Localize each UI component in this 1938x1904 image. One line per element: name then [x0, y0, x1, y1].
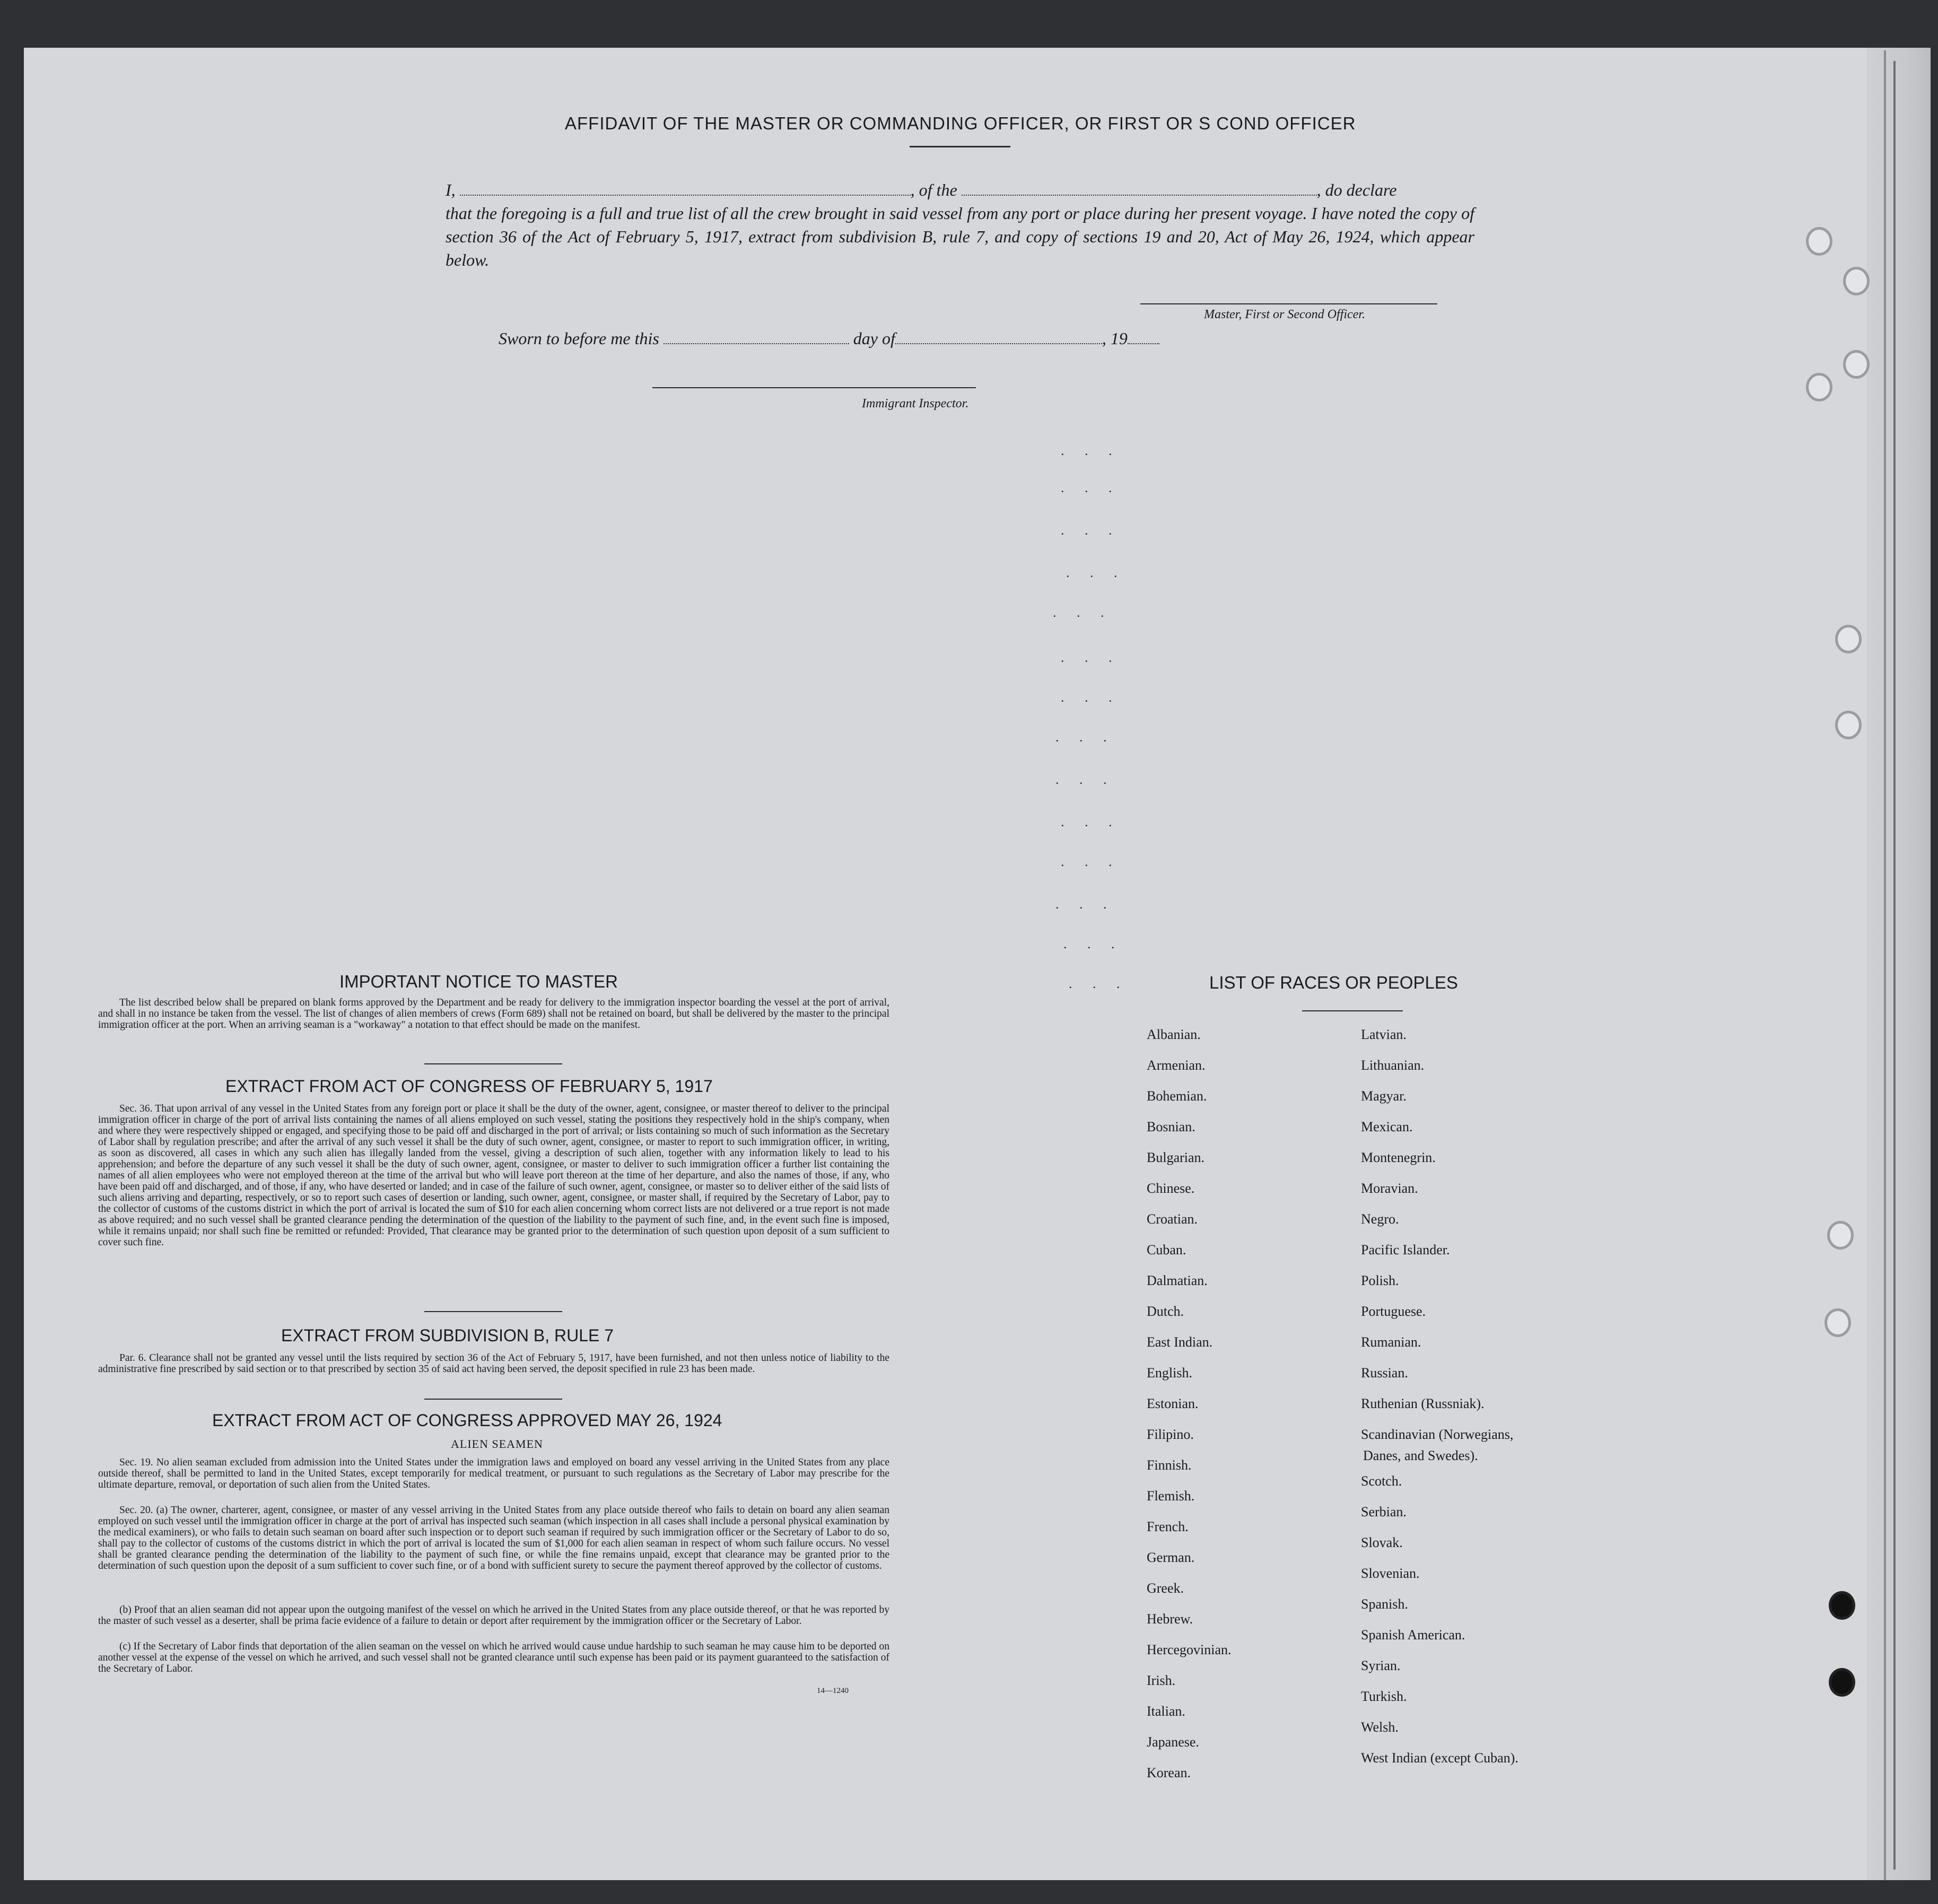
- affidavit-title: AFFIDAVIT OF THE MASTER OR COMMANDING OFFICER, OR FIRST OR S COND OFFICER: [565, 113, 1356, 133]
- race-item: Polish.: [1361, 1273, 1399, 1288]
- do-declare-label: , do declare: [1316, 180, 1397, 199]
- race-item: Hebrew.: [1147, 1611, 1193, 1627]
- race-item: Filipino.: [1147, 1427, 1194, 1442]
- sworn-day-blank: [664, 343, 849, 344]
- name-blank: [460, 195, 911, 196]
- race-item: Flemish.: [1147, 1488, 1195, 1504]
- race-item: Cuban.: [1147, 1242, 1186, 1257]
- form-number: 14—1240: [817, 1687, 849, 1695]
- dot-leader: . . .: [1055, 896, 1115, 912]
- punch-hole-icon: [1835, 625, 1862, 653]
- races-title: LIST OF RACES OR PEOPLES: [1209, 973, 1458, 992]
- i-label: I,: [446, 180, 456, 199]
- vessel-blank: [962, 195, 1317, 196]
- dot-leader: . . .: [1061, 854, 1121, 869]
- punch-hole-icon: [1843, 350, 1870, 379]
- notice-text: The list described below shall be prepared on blank forms approved by the Department and be ready for delivery to the immigration inspector boarding the vessel at the port of arrival, and shall in no instance be taken from the vessel. The list of changes of alien members of crews (Form 689) shall not be retained on board, but shall be delivered by the master to the principal immigration officer at the port. When an arriving seaman is a "workaway" a notation to that effect should be made on the manifest.: [98, 997, 889, 1030]
- dot-leader: . . .: [1063, 936, 1123, 951]
- race-item: Spanish.: [1361, 1596, 1408, 1612]
- page-edge-line: [1893, 61, 1896, 1870]
- dot-leader: . . .: [1069, 976, 1129, 991]
- day-of-label: day of: [853, 329, 895, 348]
- extract-rule7-text: Par. 6. Clearance shall not be granted any vessel until the lists required by section 36 of the Act of February 5, 1917, have been furnished, and not then unless notice of liability to the administrative fine prescribed by said section or to that prescribed by section 35 of said act having been served, the deposit specified in rule 23 has been made.: [98, 1352, 889, 1375]
- affidavit-first-line: [446, 178, 1474, 202]
- race-item: Chinese.: [1147, 1181, 1195, 1196]
- notice-title: IMPORTANT NOTICE TO MASTER: [339, 972, 618, 991]
- race-item: Spanish American.: [1361, 1627, 1465, 1643]
- race-item: Hercegovinian.: [1147, 1642, 1232, 1657]
- punch-hole-icon: [1835, 711, 1862, 739]
- race-item: West Indian (except Cuban).: [1361, 1750, 1518, 1766]
- year-prefix: , 19: [1102, 329, 1128, 348]
- sec-20a-text: Sec. 20. (a) The owner, charterer, agent, consignee, or master of any vessel arriving in the United States from any place outside thereof who fails to detain on board any alien seaman employed on such vessel until the immigration officer in charge at the port of arrival has inspected such seaman (which inspection in all cases shall include a personal physical examination by the medical examiners), or who fails to detain such seaman on board after such inspection or to deport such seaman if required by such immigration officer or the Secretary of Labor to do so, shall pay to the collector of customs of the customs district in which the port of arrival is located the sum of $1,000 for each alien seaman in respect of whom such failure occurs. No vessel shall be granted clearance pending the determination of the liability to the payment of such fine, or while the fine remains unpaid, except that clearance may be granted prior to the determination of such question upon the deposit of a sum sufficient to cover such fine, or of a bond with sufficient surety to secure the payment thereof approved by the collector of customs.: [98, 1505, 889, 1571]
- sworn-line: [499, 329, 1159, 348]
- race-item: German.: [1147, 1550, 1195, 1565]
- punch-hole-icon: [1824, 1308, 1851, 1337]
- race-item: Albanian.: [1147, 1027, 1201, 1042]
- extract-1917-title: EXTRACT FROM ACT OF CONGRESS OF FEBRUARY 5, 1917: [225, 1077, 713, 1096]
- race-item: Ruthenian (Russniak).: [1361, 1396, 1485, 1411]
- section-rule: [424, 1311, 562, 1312]
- race-item: Finnish.: [1147, 1457, 1192, 1473]
- section-rule: [424, 1063, 562, 1064]
- sworn-month-blank: [895, 343, 1102, 344]
- race-item: Bulgarian.: [1147, 1150, 1205, 1165]
- sec-19-text: Sec. 19. No alien seaman excluded from admission into the United States under the immigration laws and employed on board any vessel arriving in the United States from any place outside thereof, shall be permitted to land in the United States, except temporarily for medical treatment, or pursuant to such regulations as the Secretary of Labor may prescribe for the ultimate departure, removal, or deportation of such alien from the United States.: [98, 1457, 889, 1490]
- race-item: Greek.: [1147, 1580, 1184, 1596]
- race-item: Russian.: [1361, 1365, 1408, 1381]
- dot-leader: . . .: [1061, 443, 1121, 458]
- race-item: Japanese.: [1147, 1734, 1199, 1750]
- race-item: Italian.: [1147, 1704, 1185, 1719]
- master-signature-line: [1140, 303, 1437, 304]
- punch-hole-icon: [1843, 267, 1870, 295]
- dot-leader: . . .: [1061, 689, 1121, 705]
- page-edge-line: [1884, 50, 1886, 1880]
- race-item: Lithuanian.: [1361, 1058, 1425, 1073]
- race-item: Slovak.: [1361, 1535, 1403, 1550]
- race-item: Turkish.: [1361, 1689, 1407, 1704]
- race-item: Bohemian.: [1147, 1088, 1207, 1104]
- affidavit-statement: that the foregoing is a full and true list of all the crew brought in said vessel from any port or place during her present voyage. I have noted the copy of section 36 of the Act of February 5, 1917, extract from subdivision B, rule 7, and copy of sections 19 and 20, Act of May 26, 1924, which appear below.: [446, 204, 1474, 269]
- race-item: Pacific Islander.: [1361, 1242, 1450, 1257]
- race-item: Serbian.: [1361, 1504, 1407, 1519]
- of-the-label: , of the: [910, 180, 957, 199]
- race-item: Negro.: [1361, 1211, 1399, 1227]
- race-item: Dutch.: [1147, 1304, 1184, 1319]
- sworn-prefix: Sworn to before me this: [499, 329, 659, 348]
- race-item: Slovenian.: [1361, 1566, 1420, 1581]
- race-item: English.: [1147, 1365, 1192, 1381]
- punch-hole-icon: [1829, 1668, 1855, 1697]
- race-item: Estonian.: [1147, 1396, 1199, 1411]
- race-item: Moravian.: [1361, 1181, 1418, 1196]
- race-item: Scandinavian (Norwegians,: [1361, 1427, 1514, 1442]
- alien-seamen-subhead: ALIEN SEAMEN: [451, 1437, 543, 1451]
- race-item-continuation: Danes, and Swedes).: [1363, 1448, 1478, 1463]
- dot-leader: . . .: [1061, 480, 1121, 495]
- race-item: Croatian.: [1147, 1211, 1198, 1227]
- dot-leader: . . .: [1066, 565, 1126, 580]
- race-item: Armenian.: [1147, 1058, 1206, 1073]
- dot-leader: . . .: [1053, 605, 1113, 620]
- dot-leader: . . .: [1061, 522, 1121, 538]
- page-edge-shadow: [1867, 48, 1931, 1880]
- dot-leader: . . .: [1061, 814, 1121, 829]
- year-blank: [1128, 343, 1159, 344]
- punch-hole-icon: [1806, 373, 1832, 401]
- race-item: Dalmatian.: [1147, 1273, 1208, 1288]
- race-item: Latvian.: [1361, 1027, 1407, 1042]
- race-item: Scotch.: [1361, 1473, 1402, 1489]
- title-rule: [910, 146, 1010, 147]
- punch-hole-icon: [1829, 1591, 1855, 1620]
- race-item: Rumanian.: [1361, 1334, 1421, 1350]
- inspector-signature-line: [652, 387, 976, 388]
- race-item: Bosnian.: [1147, 1119, 1195, 1134]
- extract-1917-text: Sec. 36. That upon arrival of any vessel in the United States from any foreign port or place it shall be the duty of the owner, agent, consignee, or master thereof to deliver to the principal immigration officer in charge of the port of arrival lists containing the names of all aliens employed on such vessel, stating the positions they respectively hold in the ship's company, when and where they were respectively shipped or engaged, and specifying those to be paid off and discharged in the port of arrival; or lists containing so much of such information as the Secretary of Labor shall by regulation prescribe; and after the arrival of any such vessel it shall be the duty of such owner, agent, consignee, or master to report to such immigration officer, in writing, as soon as discovered, all cases in which any such alien has illegally landed from the vessel, giving a description of such alien, together with any information likely to lead to his apprehension; and before the departure of any such vessel it shall be the duty of such owner, agent, consignee, or master to deliver to such immigration officer a further list containing the names of all alien employees who were not employed thereon at the time of the arrival but who will leave port thereon at the time of her departure, and also the names of those, if any, who have been paid off and discharged, and of those, if any, who have deserted or landed; and in case of the failure of such owner, agent, consignee, or master so to deliver either of the said lists of such aliens arriving and departing, respectively, or so to report such cases of desertion or landing, such owner, agent, consignee, or master shall, if required by the Secretary of Labor, pay to the collector of customs of the customs district in which the port of arrival is located the sum of $10 for each alien concerning whom correct lists are not delivered or a true report is not made as above required; and no such vessel shall be granted clearance pending the determination of the question of the liability to the payment of such fine, and, in the event such fine is imposed, while it remains unpaid; nor shall such fine be remitted or refunded: Provided, That clearance may be granted prior to the determination of such question upon deposit of a sum sufficient to cover such fine.: [98, 1103, 889, 1248]
- race-item: Syrian.: [1361, 1658, 1401, 1673]
- race-item: Welsh.: [1361, 1719, 1399, 1735]
- section-rule: [424, 1399, 562, 1400]
- race-item: Montenegrin.: [1361, 1150, 1436, 1165]
- sec-20b-text: (b) Proof that an alien seaman did not appear upon the outgoing manifest of the vessel on which he arrived in the United States from any place outside thereof, or that he was reported by the master of such vessel as a deserter, shall be prima facie evidence of a failure to detain or deport after requirement by the immigration officer or the Secretary of Labor.: [98, 1604, 889, 1627]
- race-item: Mexican.: [1361, 1119, 1413, 1134]
- affidavit-body: [446, 178, 1474, 272]
- extract-rule7-title: EXTRACT FROM SUBDIVISION B, RULE 7: [281, 1326, 614, 1345]
- extract-1924-title: EXTRACT FROM ACT OF CONGRESS APPROVED MAY 26, 1924: [212, 1411, 722, 1430]
- race-item: Korean.: [1147, 1765, 1191, 1780]
- punch-hole-icon: [1806, 227, 1832, 256]
- race-item: Portuguese.: [1361, 1304, 1426, 1319]
- punch-hole-icon: [1827, 1221, 1854, 1250]
- sec-20c-text: (c) If the Secretary of Labor finds that deportation of the alien seaman on the vessel on which he arrived would cause undue hardship to such seaman he may cause him to be deported on another vessel at the expense of the vessel on which he arrived, and such vessel shall not be granted clearance until such expense has been paid or its payment guaranteed to the satisfaction of the Secretary of Labor.: [98, 1641, 889, 1674]
- races-title-rule: [1302, 1010, 1403, 1011]
- dot-leader: . . .: [1061, 650, 1121, 665]
- inspector-signature-label: Immigrant Inspector.: [862, 397, 969, 411]
- race-item: Magyar.: [1361, 1088, 1407, 1104]
- race-item: East Indian.: [1147, 1334, 1213, 1350]
- race-item: French.: [1147, 1519, 1189, 1534]
- master-signature-label: Master, First or Second Officer.: [1204, 308, 1365, 321]
- dot-leader: . . .: [1055, 772, 1115, 787]
- race-item: Irish.: [1147, 1673, 1176, 1688]
- dot-leader: . . .: [1055, 729, 1115, 745]
